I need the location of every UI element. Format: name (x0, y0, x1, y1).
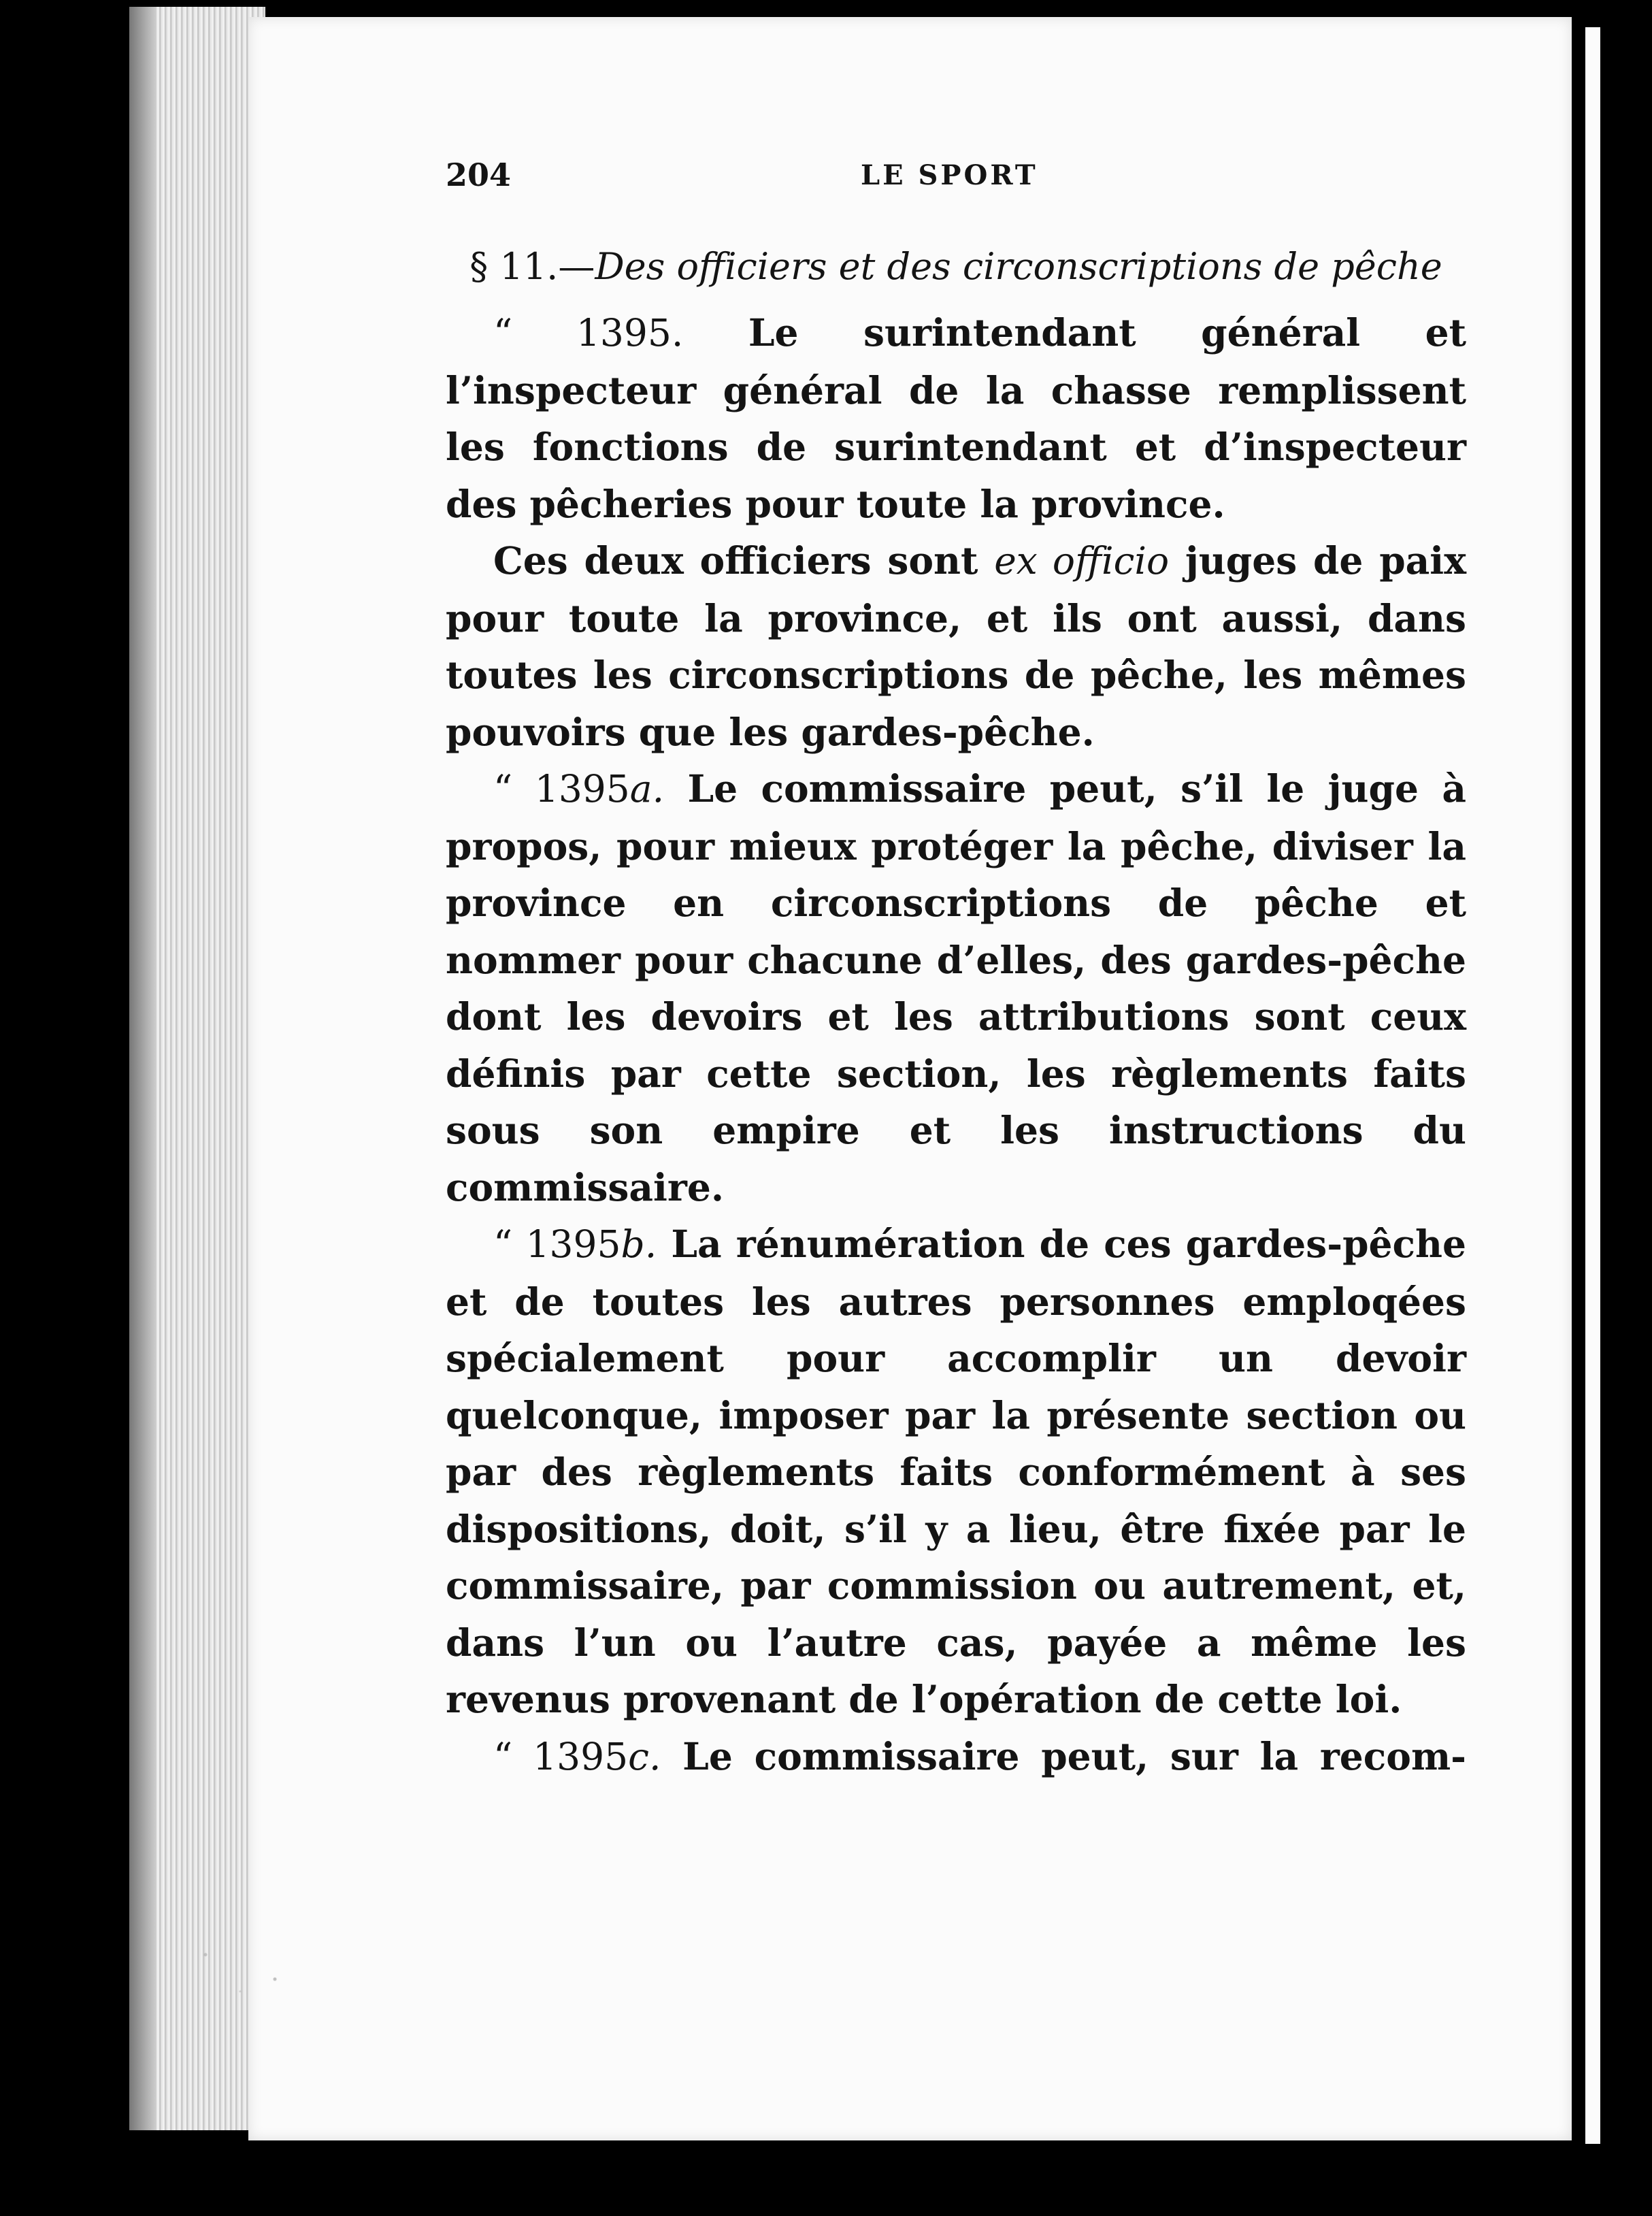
article-letter: b. (621, 1222, 657, 1266)
latin-phrase: ex officio (994, 539, 1170, 583)
article-text: Le surintendant général et l’inspecteur général de la chasse remplissent les fonctions de surintendant et d’inspecteur des pêcheries pour toute la province. (446, 310, 1466, 526)
facing-page-edge (1585, 27, 1600, 2144)
page-text-block (446, 157, 1466, 1785)
article-number: “ 1395 (493, 767, 630, 811)
article-1395b (446, 1216, 1466, 1728)
article-1395c (446, 1728, 1466, 1786)
paper-specks (136, 1906, 367, 2028)
running-title: LE SPORT (861, 159, 1038, 191)
article-letter: c. (628, 1734, 661, 1778)
article-number: “ 1395 (493, 1734, 629, 1778)
running-head (446, 157, 1466, 204)
article-letter: a. (629, 767, 665, 811)
section-title: Des officiers et des circonscriptions de pêche (595, 245, 1442, 288)
article-number: “ 1395 (493, 1222, 621, 1266)
page-number: 204 (446, 157, 512, 193)
article-text: Le commissaire peut, sur la recom- (661, 1733, 1466, 1778)
article-number: “ 1395. (493, 311, 684, 355)
section-number: § 11.— (469, 245, 595, 288)
paragraph-ex-officio (446, 532, 1466, 760)
article-1395 (446, 304, 1466, 532)
page-edge-shadow (129, 7, 156, 2130)
article-text: La rénumération de ces gardes-pêche et de toutes les autres personnes emploqées spécialement pour accomplir un devoir quelconque, imposer par la présente section ou par des règlements faits conformément à ses dispositions, doit, s’il y a lieu, être fixée par le commissaire, par commission ou autrement, et, dans l’un ou l’autre cas, payée a même les revenus provenant de l’opération de cette loi. (446, 1222, 1466, 1721)
paragraph-text-after: juges de paix pour toute la province, et ils ont aussi, dans toutes les circonscriptions de pêche, les mêmes pouvoirs que les gardes-pêche. (446, 538, 1466, 754)
article-1395a (446, 760, 1466, 1216)
paragraph-text-before: Ces deux officiers sont (493, 538, 995, 583)
article-text: Le commissaire peut, s’il le juge à propos, pour mieux protéger la pêche, diviser la province en circonscriptions de pêche et nommer pour chacune d’elles, des gardes-pêche dont les devoirs et les attributions sont ceux définis par cette section, les règlements faits sous son empire et les instructions du commissaire. (446, 766, 1466, 1209)
section-heading (446, 238, 1466, 295)
